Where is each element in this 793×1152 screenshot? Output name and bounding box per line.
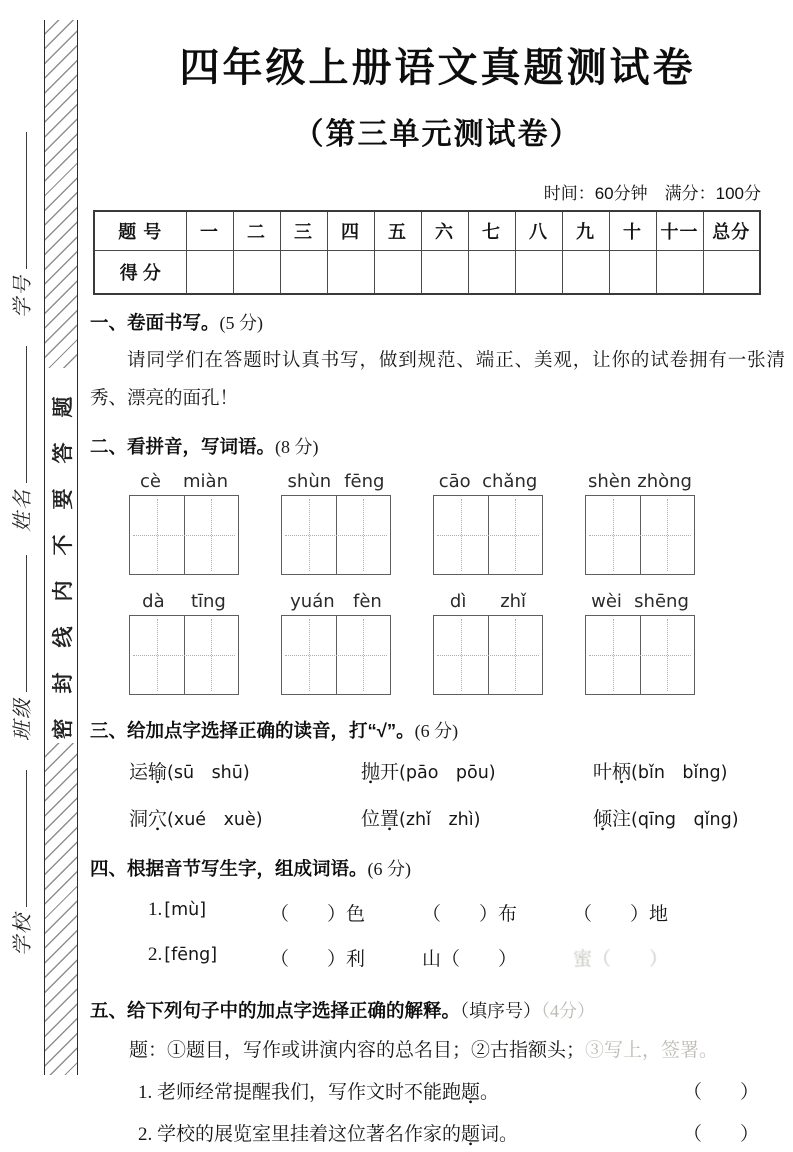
pinyin-label: shùn fēng: [287, 470, 385, 492]
word-blank: （ ）利: [270, 948, 366, 970]
writing-cell: [586, 496, 641, 574]
student-name-label: 姓名: [11, 488, 34, 532]
score-table-score-row: [94, 250, 760, 294]
score-cell: [421, 250, 468, 294]
seal-band: [44, 20, 78, 1075]
dotted-char: 题: [461, 1081, 481, 1103]
writing-cell: [130, 616, 185, 694]
student-name-field: [7, 346, 33, 532]
reading-option: 抛开(pāo pōu): [361, 761, 496, 783]
section5-heading: 五、给下列句子中的加点字选择正确的解释。（填序号）（4分）: [90, 999, 596, 1021]
section2-heading: 二、看拼音，写词语。(8 分): [90, 435, 319, 457]
pinyin-options: (qīng qǐng): [631, 809, 739, 830]
score-cell: [515, 250, 562, 294]
writing-cell: [337, 496, 391, 574]
writing-cell: [185, 496, 239, 574]
writing-cell: [489, 616, 543, 694]
writing-cell: [641, 616, 695, 694]
writing-cell: [641, 496, 695, 574]
score-cell: [233, 250, 280, 294]
header-cell: 十: [609, 211, 656, 250]
reading-option: 倾注(qīng qǐng): [593, 808, 739, 830]
student-number-label: 学号: [11, 274, 34, 318]
writing-cell: [586, 616, 641, 694]
pinyin-group: [281, 471, 391, 575]
header-cell: 二: [233, 211, 280, 250]
word-blank: 山（ ）: [422, 948, 518, 970]
writing-cell: [282, 496, 337, 574]
writing-cell: [282, 616, 337, 694]
page-subtitle: （第三单元测试卷）: [293, 118, 582, 151]
word-blank: （ ）地: [573, 903, 669, 925]
header-cell: 题 号: [94, 211, 186, 250]
section1-body: 请同学们在答题时认真书写，做到规范、端正、美观，让你的试卷拥有一张清秀、漂亮的面孔！: [90, 351, 785, 409]
section4-score: (6 分): [367, 858, 412, 879]
writing-box: [129, 615, 239, 695]
word-blank-faded: 蜜（ ）: [573, 948, 669, 970]
word-blank: （ ）布: [422, 903, 518, 925]
section5-score: （4分）: [541, 1000, 596, 1021]
sentence-text: 2. 学校的展览室里挂着这位著名作家的题词。: [138, 1123, 519, 1145]
score-cell: [656, 250, 703, 294]
school-label: 学校: [11, 912, 34, 956]
pinyin-group: [129, 591, 239, 695]
word-blank: （ ）色: [270, 903, 366, 925]
syllable-row-2: [148, 944, 785, 971]
writing-box: [281, 615, 391, 695]
score-table-header-row: [94, 211, 760, 250]
page-title: 四年级上册语文真题测试卷: [179, 46, 696, 90]
writing-cell: [489, 496, 543, 574]
writing-box: [433, 495, 543, 575]
reading-options-grid: [129, 757, 785, 831]
score-cell: [374, 250, 421, 294]
student-name-blank-line: [14, 346, 27, 483]
score-cell: [186, 250, 233, 294]
class-blank-line: [14, 555, 27, 692]
dotted-char: 倾: [593, 808, 613, 830]
syllable-label: 2. [fēng]: [148, 943, 218, 965]
syllable-row-1: [148, 899, 785, 926]
section4-heading: 四、根据音节写生字，组成词语。(6 分): [90, 857, 412, 879]
school-field: [7, 770, 33, 956]
score-cell: [280, 250, 327, 294]
exam-info: 时间：60分钟 满分：100分: [543, 184, 761, 203]
header-cell: 一: [186, 211, 233, 250]
sentence-item-2: [138, 1119, 785, 1146]
class-field: [7, 555, 33, 741]
score-cell: [327, 250, 374, 294]
header-cell: 七: [468, 211, 515, 250]
score-cell: [609, 250, 656, 294]
header-cell: 五: [374, 211, 421, 250]
pinyin-label: dà tīng: [142, 590, 226, 612]
writing-box: [281, 495, 391, 575]
hatch-pattern-bottom: [45, 743, 77, 1075]
pinyin-group: [433, 591, 543, 695]
section1-heading: 一、卷面书写。(5 分): [90, 312, 264, 333]
pinyin-options: (xué xuè): [167, 809, 263, 830]
header-cell: 总分: [703, 211, 760, 250]
writing-cell: [337, 616, 391, 694]
writing-box: [433, 615, 543, 695]
class-label: 班级: [11, 697, 34, 741]
sentence-item-1: [138, 1077, 785, 1104]
score-cell: [468, 250, 515, 294]
dotted-char: 题: [461, 1123, 481, 1145]
pinyin-group: [585, 471, 695, 575]
dotted-char: 抛: [361, 761, 381, 783]
reading-option: 洞穴(xué xuè): [129, 808, 263, 830]
writing-box: [585, 495, 695, 575]
dotted-char: 输: [148, 761, 168, 783]
header-cell: 三: [280, 211, 327, 250]
pinyin-label: shèn zhòng: [588, 470, 692, 492]
syllable-label: 1. [mù]: [148, 898, 207, 920]
section2-score: (8 分): [275, 436, 319, 457]
pinyin-row-1: [129, 471, 695, 575]
pinyin-options: (pāo pōu): [399, 762, 496, 783]
definition-faded-tail: ③写上，签署。: [585, 1039, 719, 1061]
main-content: [90, 28, 785, 1146]
pinyin-group: [585, 591, 695, 695]
pinyin-label: yuán fèn: [290, 590, 382, 612]
reading-option: 叶柄(bǐn bǐng): [593, 761, 728, 783]
seal-text-area: [45, 368, 77, 743]
school-blank-line: [14, 770, 27, 907]
hatch-pattern-top: [45, 20, 77, 368]
writing-box: [129, 495, 239, 575]
answer-bracket: （ ）: [682, 1123, 759, 1145]
reading-option: 位置(zhǐ zhì): [361, 808, 481, 830]
seal-line-text: 密封线内不要答题: [51, 371, 75, 740]
pinyin-options: (bǐn bǐng): [631, 762, 728, 783]
writing-box: [585, 615, 695, 695]
student-number-blank-line: [14, 132, 27, 269]
header-cell: 十一: [656, 211, 703, 250]
section3-heading: 三、给加点字选择正确的读音，打“√”。(6 分): [90, 719, 459, 741]
score-row-label: 得 分: [94, 250, 186, 294]
pinyin-options: (zhǐ zhì): [399, 809, 481, 830]
header-cell: 九: [562, 211, 609, 250]
writing-cell: [434, 616, 489, 694]
pinyin-options: (sū shū): [167, 762, 250, 783]
sentence-text: 1. 老师经常提醒我们，写作文时不能跑题。: [138, 1081, 500, 1103]
score-table: [93, 210, 761, 295]
pinyin-label: dì zhǐ: [449, 590, 527, 612]
header-cell: 六: [421, 211, 468, 250]
header-cell: 四: [327, 211, 374, 250]
dotted-char: 置: [380, 808, 400, 830]
writing-cell: [434, 496, 489, 574]
reading-option: 运输(sū shū): [129, 761, 250, 783]
writing-cell: [130, 496, 185, 574]
header-cell: 八: [515, 211, 562, 250]
score-cell: [703, 250, 760, 294]
writing-cell: [185, 616, 239, 694]
pinyin-group: [281, 591, 391, 695]
pinyin-label: cè miàn: [140, 470, 228, 492]
student-number-field: [7, 132, 33, 318]
pinyin-group: [129, 471, 239, 575]
definition-line: 题：①题目，写作或讲演内容的总名目；②古指额头；③写上，签署。: [129, 1039, 719, 1061]
dotted-char: 柄: [612, 761, 632, 783]
section5-note: （填序号）: [460, 1000, 542, 1021]
pinyin-row-2: [129, 591, 695, 695]
section1-score: (5 分): [219, 313, 264, 333]
pinyin-label: wèi shēng: [591, 590, 689, 612]
pinyin-group: [433, 471, 543, 575]
score-cell: [562, 250, 609, 294]
section3-score: (6 分): [414, 720, 459, 741]
dotted-char: 穴: [148, 808, 168, 830]
pinyin-label: cāo chǎng: [438, 470, 538, 492]
answer-bracket: （ ）: [682, 1081, 759, 1103]
